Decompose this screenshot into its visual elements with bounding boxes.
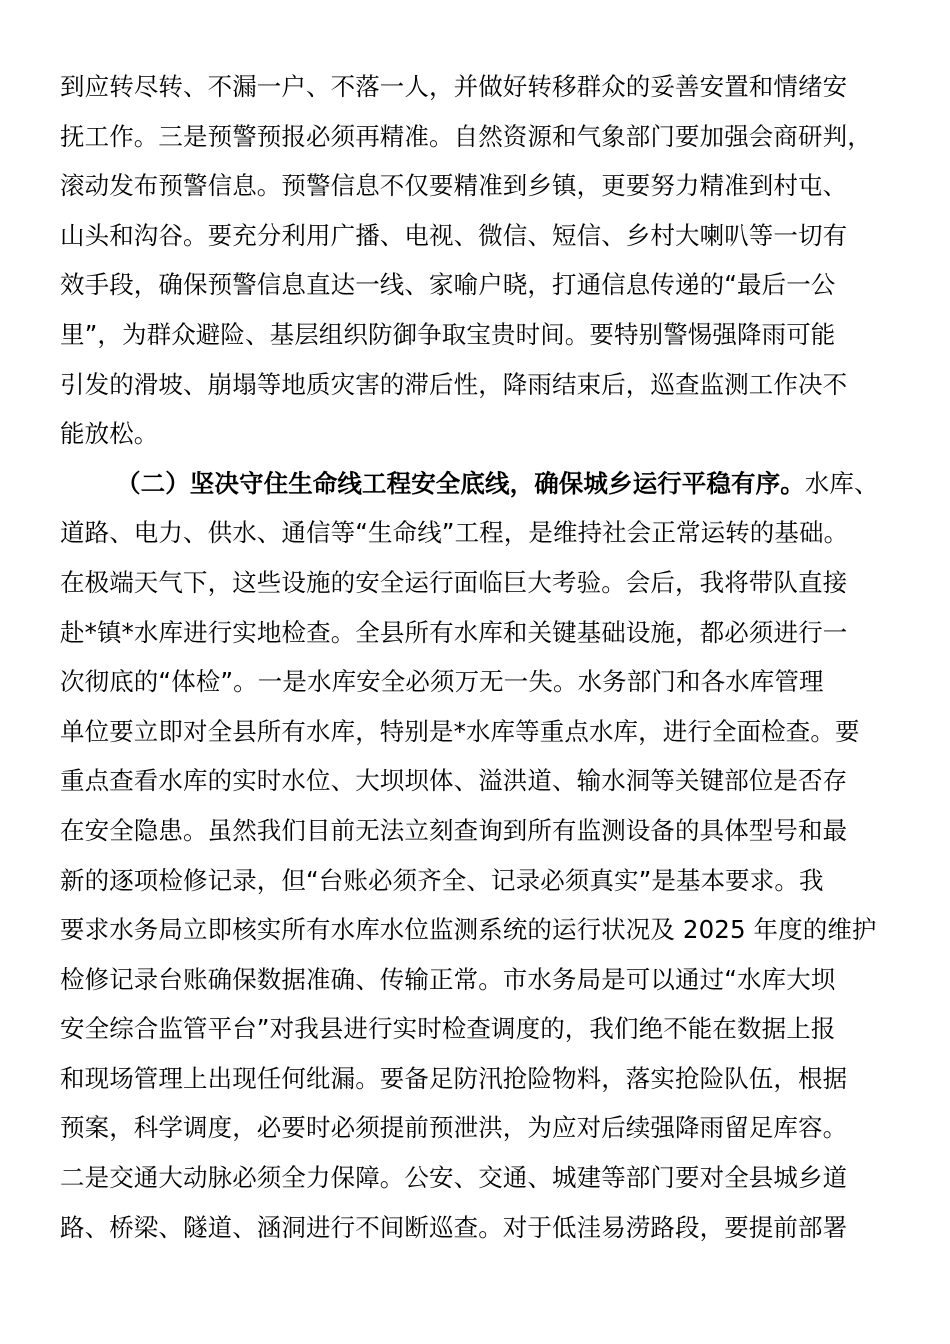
text-line: 到应转尽转、不漏一户、不落一人，并做好转移群众的妥善安置和情绪安 xyxy=(60,72,848,101)
text-line: 滚动发布预警信息。预警信息不仅要精准到乡镇，更要努力精准到村屯、 xyxy=(60,171,848,201)
text-line: 单位要立即对全县所有水库，特别是*水库等重点水库，进行全面检查。要 xyxy=(60,716,860,746)
text-line: 路、桥梁、隧道、涵洞进行不间断巡查。对于低洼易涝路段，要提前部署 xyxy=(60,1212,848,1242)
document-page xyxy=(60,62,890,1252)
text-line: 新的逐项检修记录，但“台账必须齐全、记录必须真实”是基本要求。我 xyxy=(60,865,824,895)
heading-line-continuation: 水库、 xyxy=(804,468,879,498)
section-heading-line xyxy=(60,459,890,509)
text-line: 里”，为群众避险、基层组织防御争取宝贵时间。要特别警惕强降雨可能 xyxy=(60,319,836,349)
text-line: 重点查看水库的实时水位、大坝坝体、溢洪道、输水洞等关键部位是否存 xyxy=(60,766,848,796)
text-line: 要求水务局立即核实所有水库水位监测系统的运行状况及 2025 年度的维护 xyxy=(60,915,877,945)
text-line: 引发的滑坡、崩塌等地质灾害的滞后性，降雨结束后，巡查监测工作决不 xyxy=(60,369,848,399)
text-line: 能放松。 xyxy=(60,419,159,449)
text-line: 和现场管理上出现任何纰漏。要备足防汛抢险物料，落实抢险队伍，根据 xyxy=(60,1063,848,1093)
text-line: 抚工作。三是预警预报必须再精准。自然资源和气象部门要加强会商研判， xyxy=(60,121,872,151)
section-heading: （二）坚决守住生命线工程安全底线，确保城乡运行平稳有序。 xyxy=(116,468,805,498)
text-line: 在安全隐患。虽然我们目前无法立刻查询到所有监测设备的具体型号和最 xyxy=(60,815,848,845)
text-line: 效手段，确保预警信息直达一线、家喻户晓，打通信息传递的“最后一公 xyxy=(60,270,836,300)
paragraph-2 xyxy=(60,459,890,1253)
text-line: 在极端天气下，这些设施的安全运行面临巨大考验。会后，我将带队直接 xyxy=(60,567,848,597)
text-line: 次彻底的“体检”。一是水库安全必须万无一失。水务部门和各水库管理 xyxy=(60,667,824,697)
paragraph-1 xyxy=(60,62,890,459)
text-line: 道路、电力、供水、通信等“生命线”工程，是维持社会正常运转的基础。 xyxy=(60,518,849,548)
text-line: 山头和沟谷。要充分利用广播、电视、微信、短信、乡村大喇叭等一切有 xyxy=(60,220,848,250)
text-line: 赴*镇*水库进行实地检查。全县所有水库和关键基础设施，都必须进行一 xyxy=(60,617,848,647)
text-line: 二是交通大动脉必须全力保障。公安、交通、城建等部门要对全县城乡道 xyxy=(60,1163,848,1193)
text-line: 安全综合监管平台”对我县进行实时检查调度的，我们绝不能在数据上报 xyxy=(60,1014,836,1044)
text-line: 检修记录台账确保数据准确、传输正常。市水务局是可以通过“水库大坝 xyxy=(60,964,836,994)
text-line: 预案，科学调度，必要时必须提前预泄洪，为应对后续强降雨留足库容。 xyxy=(60,1113,848,1143)
